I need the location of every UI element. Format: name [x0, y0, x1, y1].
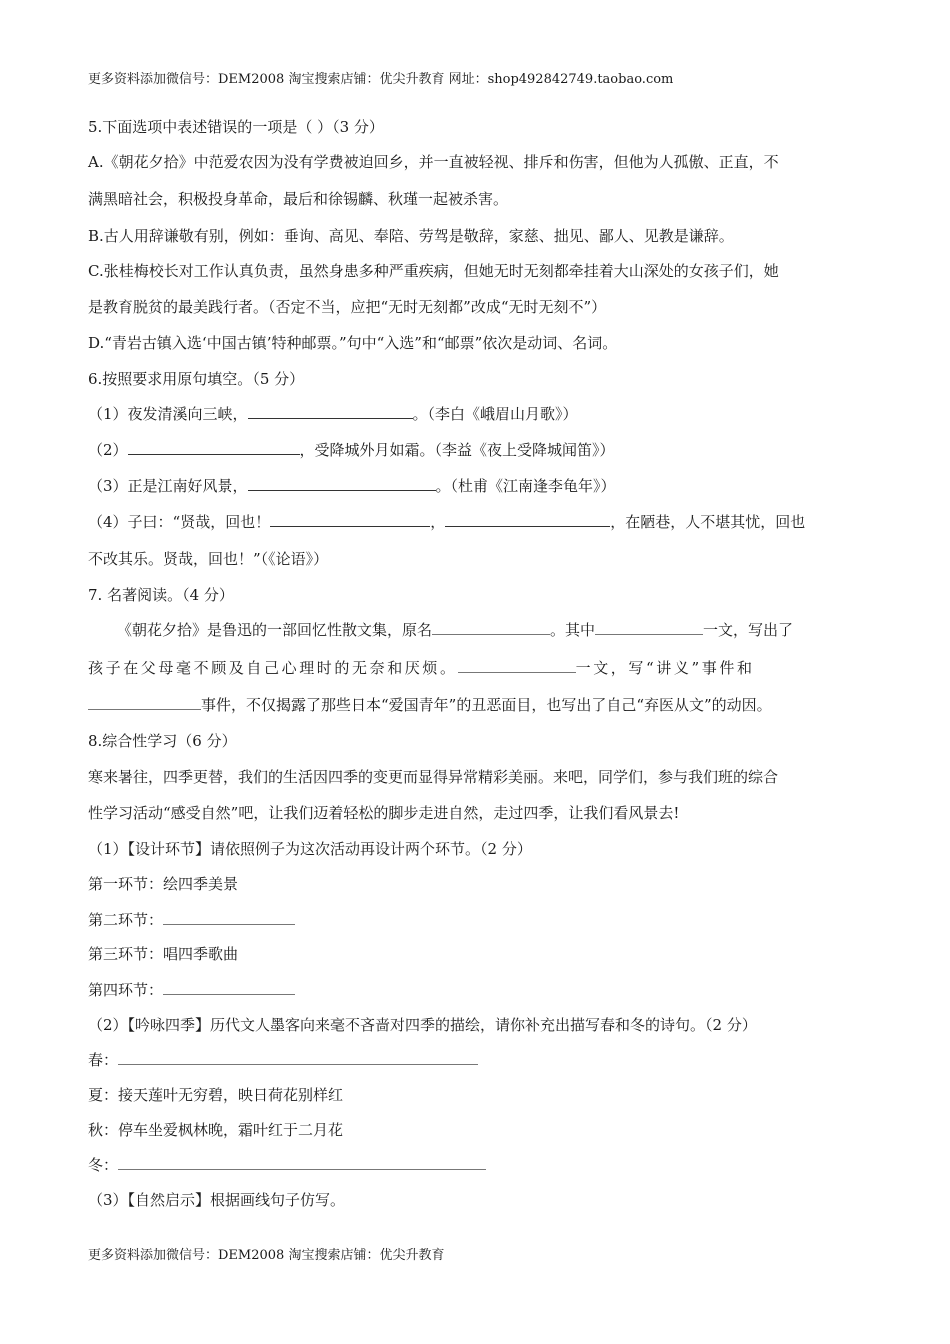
- q6-item-2: （2） ，受降城外月如霜。（李益《夜上受降城闻笛》）: [88, 441, 615, 459]
- q8-link-2: 第二环节：: [88, 910, 295, 930]
- q8-intro-line2: 性学习活动“感受自然”吧，让我们迈着轻松的脚步走进自然，走过四季，让我们看风景去!: [88, 804, 680, 822]
- q8-part2-title: （2）【吟咏四季】历代文人墨客向来毫不吝啬对四季的描绘，请你补充出描写春和冬的诗句。（2 分）: [88, 1016, 757, 1034]
- q7-line-3: 事件，不仅揭露了那些日本“爱国青年”的丑恶面目，也写出了自己“弃医从文”的动因。: [88, 695, 772, 715]
- q6-item-4: （4）子曰：“贤哉，回也！ ， ，在陋巷，人不堪其忧，回也: [88, 513, 806, 531]
- q5-title: 5.下面选项中表述错误的一项是（ ）（3 分）: [88, 118, 384, 136]
- q8-summer: 夏：接天莲叶无穷碧，映日荷花别样红: [88, 1086, 344, 1104]
- q8-part3-title: （3）【自然启示】根据画线句子仿写。: [88, 1191, 346, 1209]
- q8-part1-title: （1）【设计环节】请依照例子为这次活动再设计两个环节。（2 分）: [88, 840, 532, 858]
- q6-item-1-blank[interactable]: [248, 404, 413, 419]
- q7-blank-essay-2[interactable]: [458, 658, 576, 673]
- q6-item-4-line2: 不改其乐。贤哉，回也！”（《论语》）: [88, 550, 329, 568]
- q5-option-c-line2: 是教育脱贫的最美践行者。（否定不当，应把“无时无刻都”改成“无时无刻不”）: [88, 298, 607, 316]
- page-header: 更多资料添加微信号：DEM2008 淘宝搜索店铺：优尖升教育 网址：shop492842749.taobao.com: [88, 72, 674, 87]
- q8-link-4-blank[interactable]: [163, 980, 295, 995]
- q8-title: 8.综合性学习（6 分）: [88, 732, 237, 750]
- q7-title: 7. 名著阅读。（4 分）: [88, 586, 234, 604]
- q7-blank-original-name[interactable]: [432, 620, 550, 635]
- q8-spring: 春：: [88, 1050, 478, 1070]
- q6-item-4-blank-2[interactable]: [445, 512, 610, 527]
- q7-line-1: 《朝花夕拾》是鲁迅的一部回忆性散文集，原名 。其中 一文，写出了: [117, 621, 794, 639]
- q8-intro-line1: 寒来暑往，四季更替，我们的生活因四季的变更而显得异常精彩美丽。来吧，同学们，参与我们班的综合: [88, 768, 779, 786]
- q7-blank-event[interactable]: [88, 695, 201, 710]
- q6-item-4-blank-1[interactable]: [270, 512, 430, 527]
- q8-link-2-blank[interactable]: [163, 910, 295, 925]
- q8-link-3: 第三环节：唱四季歌曲: [88, 945, 239, 963]
- q8-winter-blank[interactable]: [118, 1155, 486, 1170]
- q8-autumn: 秋：停车坐爱枫林晚，霜叶红于二月花: [88, 1121, 344, 1139]
- q6-item-3: （3）正是江南好风景， 。（杜甫《江南逢李龟年》）: [88, 477, 616, 495]
- q5-option-c-line1: C.张桂梅校长对工作认真负责，虽然身患多种严重疾病，但她无时无刻都牵挂着大山深处的女孩子们，她: [88, 262, 779, 280]
- q6-item-2-blank[interactable]: [128, 440, 300, 455]
- q6-item-3-blank[interactable]: [248, 476, 436, 491]
- q5-option-b: B.古人用辞谦敬有别，例如：垂询、高见、奉陪、劳驾是敬辞，家慈、拙见、鄙人、见教是谦辞。: [88, 227, 734, 245]
- q7-line-2: 孩子在父母毫不顾及自己心理时的无奈和厌烦。 一文，写“讲义”事件和: [88, 659, 755, 677]
- q6-title: 6.按照要求用原句填空。（5 分）: [88, 370, 305, 388]
- q5-option-a-line1: A.《朝花夕拾》中范爱农因为没有学费被迫回乡，并一直被轻视、排斥和伤害，但他为人孤傲、正直，不: [88, 153, 779, 171]
- q8-link-1: 第一环节：绘四季美景: [88, 875, 239, 893]
- page-footer: 更多资料添加微信号：DEM2008 淘宝搜索店铺：优尖升教育: [88, 1248, 445, 1263]
- q8-winter: 冬：: [88, 1155, 486, 1175]
- q5-option-d: D.“青岩古镇入选‘中国古镇’特种邮票。”句中“入选”和“邮票”依次是动词、名词。: [88, 334, 618, 352]
- q6-item-1: （1）夜发清溪向三峡， 。（李白《峨眉山月歌》）: [88, 405, 578, 423]
- q8-spring-blank[interactable]: [118, 1050, 478, 1065]
- q5-option-a-line2: 满黑暗社会，积极投身革命，最后和徐锡麟、秋瑾一起被杀害。: [88, 190, 509, 208]
- q7-blank-essay-1[interactable]: [595, 620, 703, 635]
- q8-link-4: 第四环节：: [88, 980, 295, 1000]
